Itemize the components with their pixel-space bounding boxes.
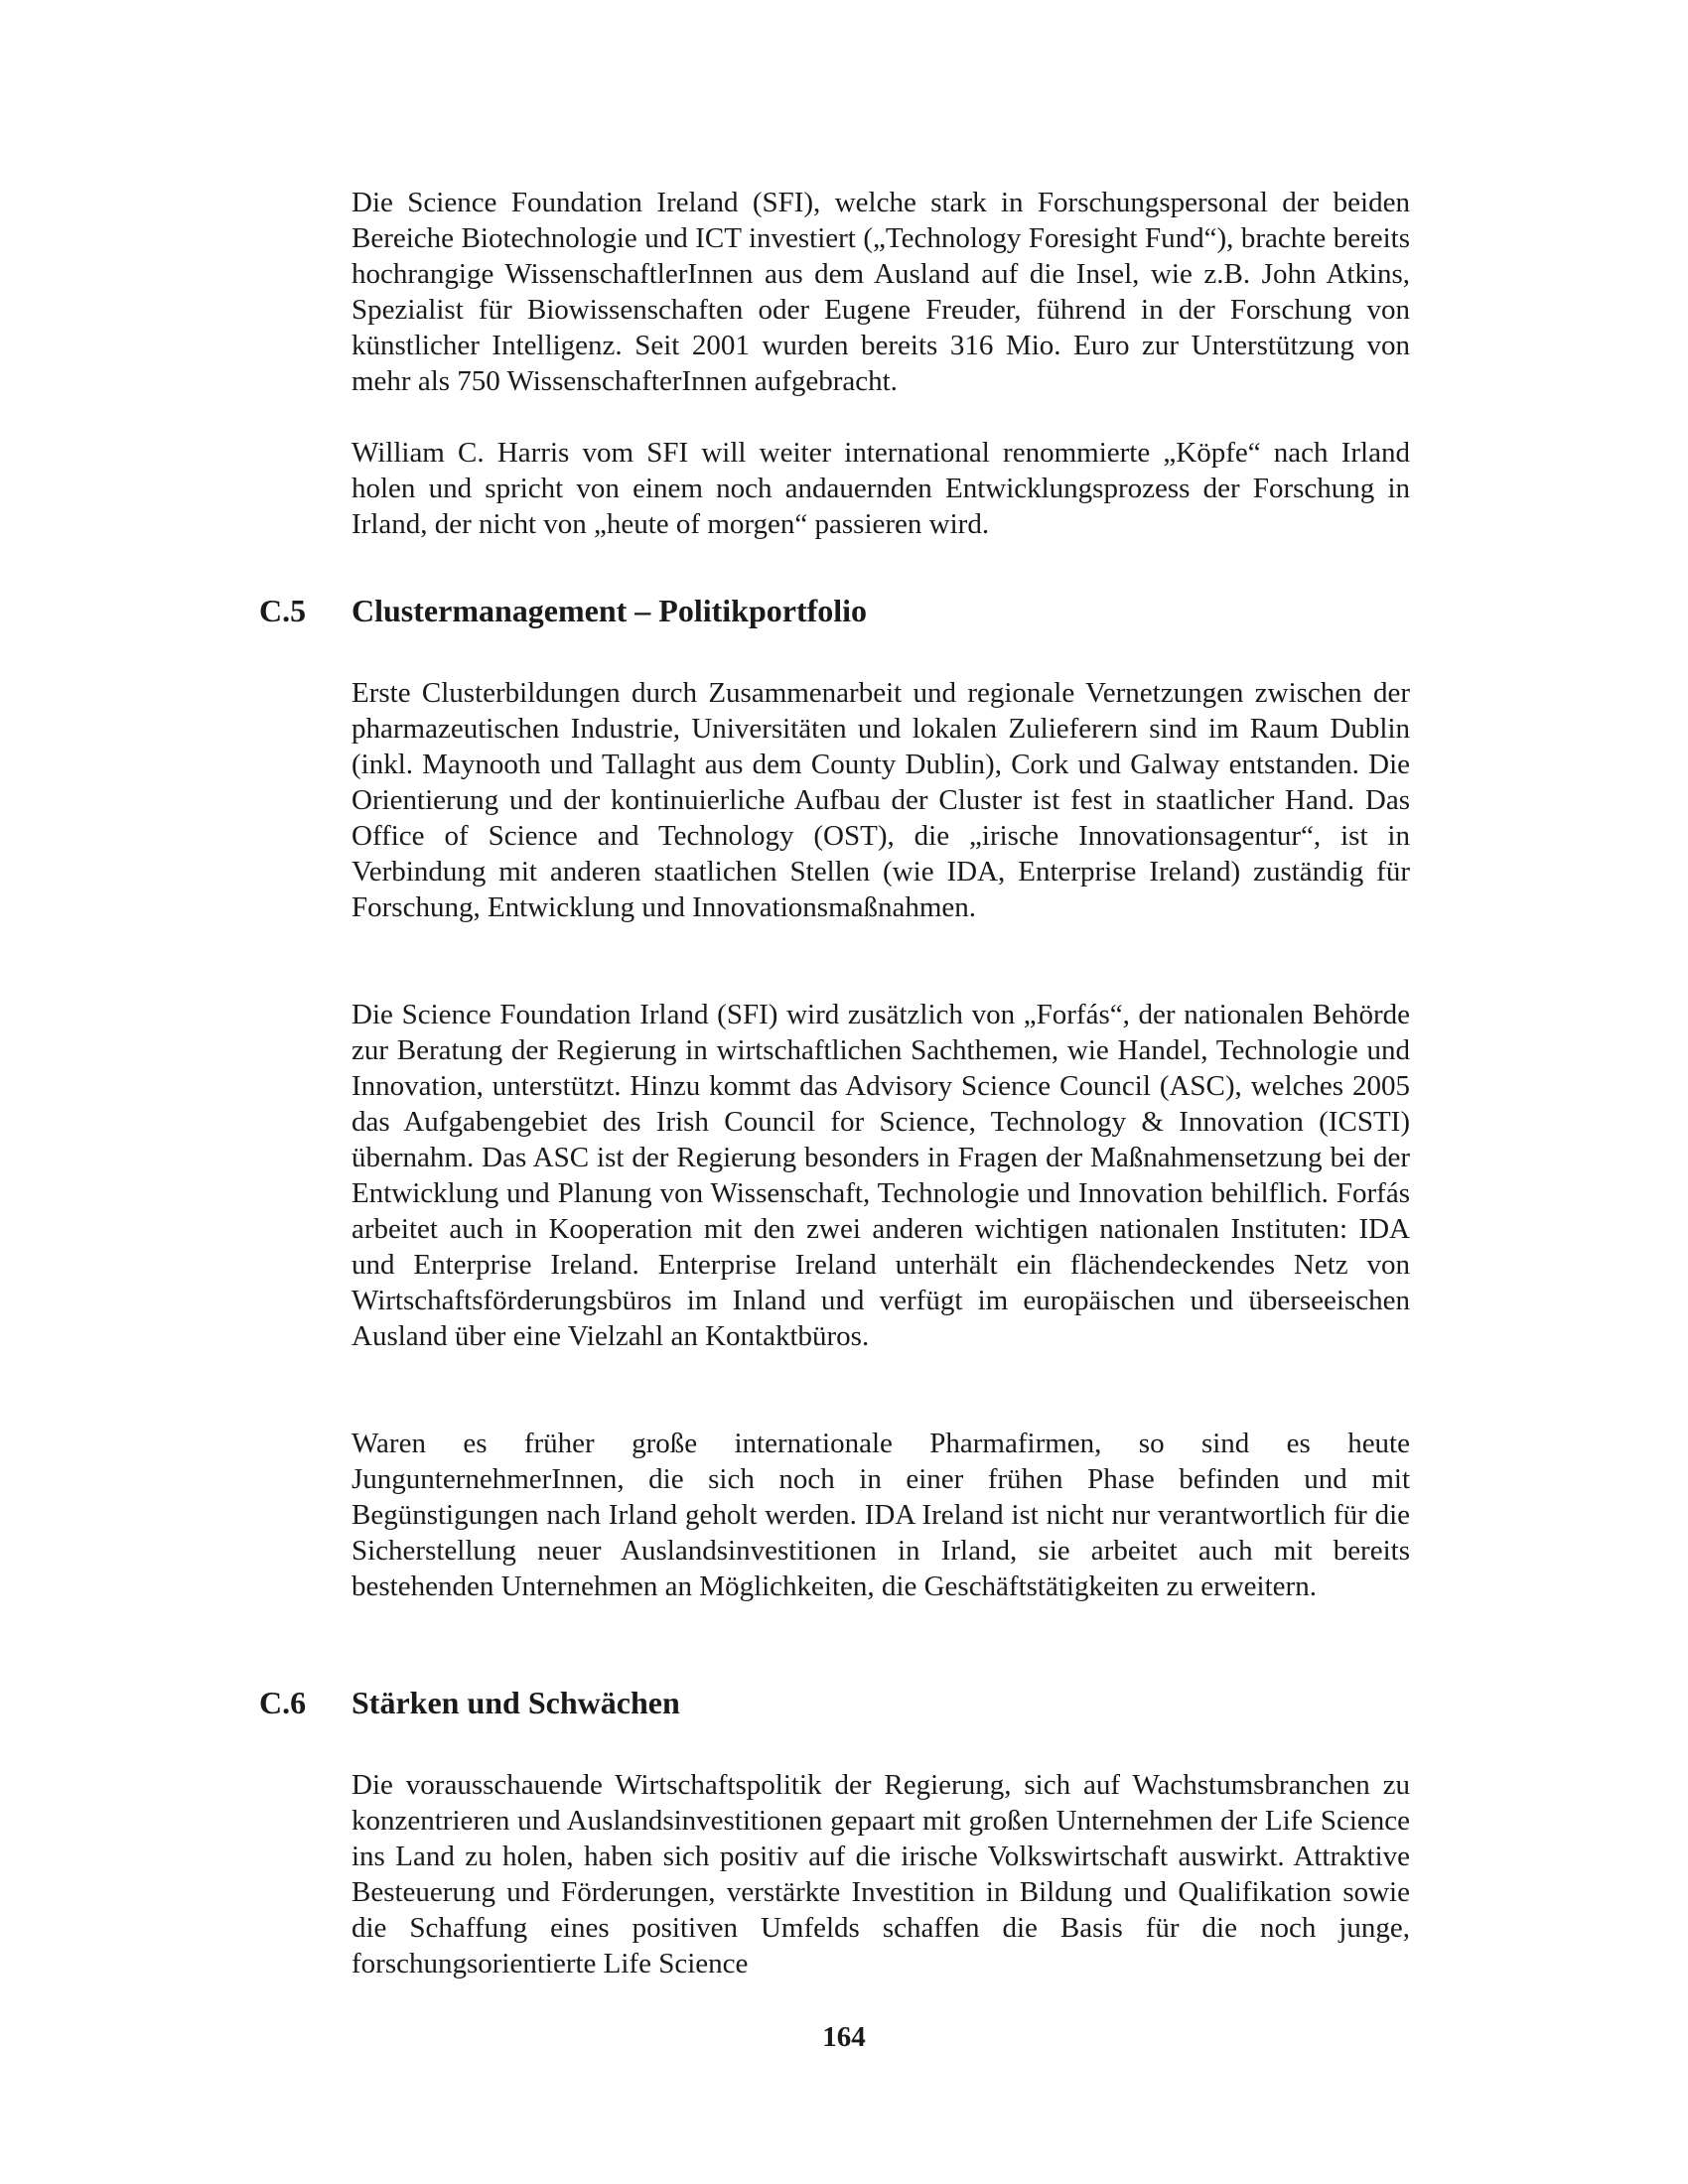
section-number-c5: C.5 [259, 593, 307, 628]
section-title-c6: Stärken und Schwächen [352, 1685, 680, 1720]
paragraph-ida-ireland: Waren es früher große internationale Pharmafirmen, so sind es heute JungunternehmerInnen, die sich noch in einer frühen Phase befinden und mit Begünstigungen nach Irland geholt werden. IDA Ireland ist nicht nur verantwortlich für die Sicherstellung neuer Auslandsinvestitionen in Irland, sie arbeitet auch mit bereits bestehenden Unternehmen an Möglichkeiten, die Geschäftstätigkeiten zu erweitern. [352, 1428, 1410, 1602]
paragraph-cluster-formation: Erste Clusterbildungen durch Zusammenarbeit und regionale Vernetzungen zwischen der pharmazeutischen Industrie, Universitäten und lokalen Zulieferern sind im Raum Dublin (inkl. Maynooth und Tallaght aus dem County Dublin), Cork und Galway entstanden. Die Orientierung und der kontinuierliche Aufbau der Cluster ist fest in staatlicher Hand. Das Office of Science and Technology (OST), die „irische Innovationsagentur“, ist in Verbindung mit anderen staatlichen Stellen (wie IDA, Enterprise Ireland) zuständig für Forschung, Entwicklung und Innovationsmaßnahmen. [352, 677, 1410, 923]
paragraph-forfas: Die Science Foundation Irland (SFI) wird zusätzlich von „Forfás“, der nationalen Behörde zur Beratung der Regierung in wirtschaftlichen Sachthemen, wie Handel, Technologie und Innovation, unterstützt. Hinzu kommt das Advisory Science Council (ASC), welches 2005 das Aufgabengebiet des Irish Council for Science, Technology & Innovation (ICSTI) übernahm. Das ASC ist der Regierung besonders in Fragen der Maßnahmensetzung bei der Entwicklung und Planung von Wissenschaft, Technologie und Innovation behilflich. Forfás arbeitet auch in Kooperation mit den zwei anderen wichtigen nationalen Instituten: IDA und Enterprise Ireland. Enterprise Ireland unterhält ein flächendeckendes Netz von Wirtschaftsförderungsbüros im Inland und verfügt im europäischen und überseeischen Ausland über eine Vielzahl an Kontaktbüros. [352, 999, 1410, 1352]
section-number-c6: C.6 [259, 1685, 307, 1720]
paragraph-strengths: Die vorausschauende Wirtschaftspolitik der Regierung, sich auf Wachstumsbranchen zu konzentrieren und Auslandsinvestitionen gepaart mit großen Unternehmen der Life Science ins Land zu holen, haben sich positiv auf die irische Volkswirtschaft auswirkt. Attraktive Besteuerung und Förderungen, verstärkte Investition in Bildung und Qualifikation sowie die Schaffung eines positiven Umfelds schaffen die Basis für die noch junge, forschungsorientierte Life Science [352, 1769, 1410, 1979]
paragraph-sfi-researchers: Die Science Foundation Ireland (SFI), welche stark in Forschungspersonal der beiden Bereiche Biotechnologie und ICT investiert („Technology Foresight Fund“), brachte bereits hochrangige WissenschaftlerInnen aus dem Ausland auf die Insel, wie z.B. John Atkins, Spezialist für Biowissenschaften oder Eugene Freuder, führend in der Forschung von künstlicher Intelligenz. Seit 2001 wurden bereits 316 Mio. Euro zur Unterstützung von mehr als 750 WissenschafterInnen aufgebracht. [352, 187, 1410, 397]
paragraph-harris-quote: William C. Harris vom SFI will weiter international renommierte „Köpfe“ nach Irland holen und spricht von einem noch andauernden Entwicklungsprozess der Forschung in Irland, der nicht von „heute of morgen“ passieren wird. [352, 437, 1410, 540]
page-number: 164 [822, 2021, 866, 2053]
section-title-c5: Clustermanagement – Politikportfolio [352, 593, 868, 628]
section-heading-c6 [259, 1683, 1411, 1722]
section-heading-c5 [259, 591, 1411, 630]
